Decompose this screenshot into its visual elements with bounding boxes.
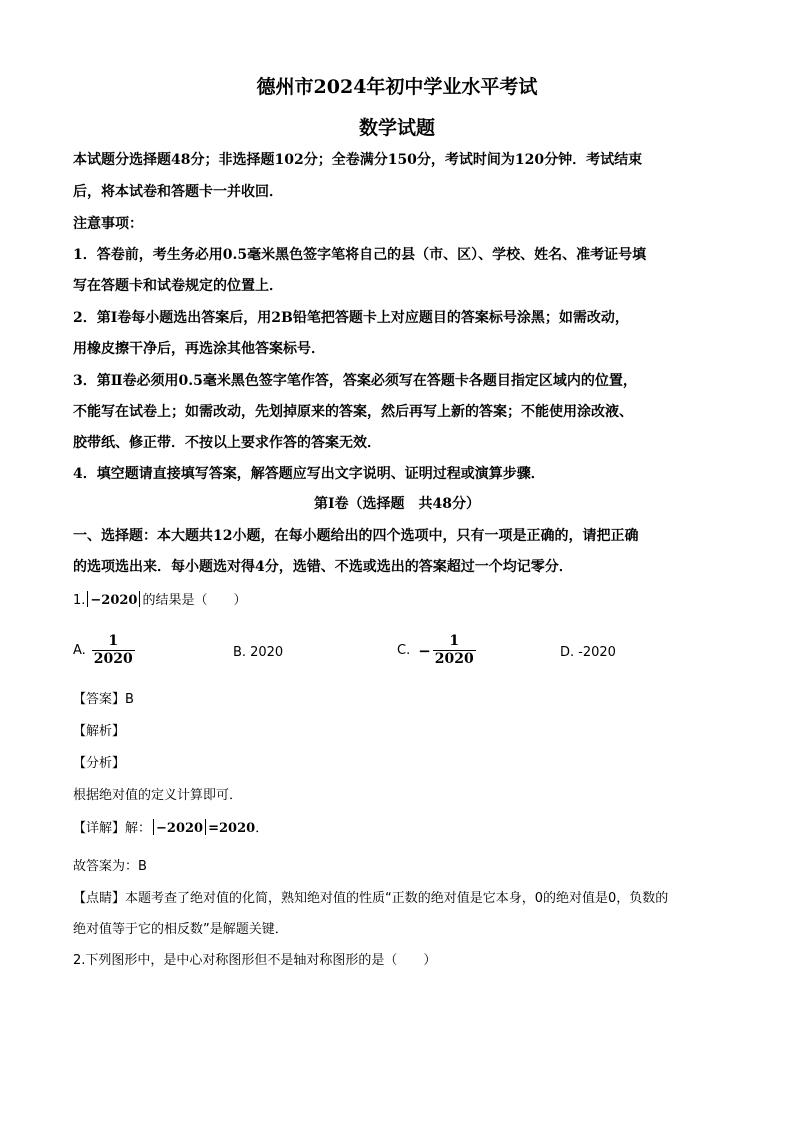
option-b-label: B. <box>233 645 247 660</box>
option-c-denominator: 2020 <box>434 651 474 667</box>
option-c-label: C. <box>397 643 411 658</box>
option-c-sign: − <box>418 641 431 660</box>
option-d <box>560 645 616 660</box>
answer-line <box>73 690 134 710</box>
detail-label: 【详解】 <box>73 821 126 836</box>
option-c-numerator: 1 <box>449 633 460 649</box>
q1-abs-value: −2020 <box>90 593 138 608</box>
note-line-3: 2．第Ⅰ卷每小题选出答案后，用2B铅笔把答题卡上对应题目的答案标号涂黑；如需改动， <box>73 310 629 326</box>
detail-abs-value: −2020 <box>156 821 204 836</box>
comment-line-2: 绝对值等于它的相反数”是解题关键． <box>73 922 288 937</box>
option-b <box>233 645 283 660</box>
option-d-text: -2020 <box>578 645 616 660</box>
answer-value: B <box>125 692 134 707</box>
option-c <box>397 633 476 668</box>
intro-line-1: 本试题分选择题48分；非选择题102分；全卷满分150分，考试时间为120分钟．考试结束 <box>73 152 643 168</box>
comment-line-1: 【点睛】本题考查了绝对值的化简，熟知绝对值的性质“正数的绝对值是它本身，0的绝对值是0，负数的 <box>73 891 669 906</box>
option-c-fraction <box>433 633 476 668</box>
detail-prefix: 解： <box>125 821 152 836</box>
note-line-2: 写在答题卡和试卷规定的位置上． <box>73 278 283 294</box>
option-a-denominator: 2020 <box>93 651 133 667</box>
question-2: 2.下列图形中，是中心对称图形但不是轴对称图形的是（ ） <box>73 953 437 968</box>
final-answer: 故答案为：B <box>73 859 147 874</box>
note-line-7: 胶带纸、修正带．不按以上要求作答的答案无效． <box>73 435 381 451</box>
fenxi-text: 根据绝对值的定义计算即可． <box>73 788 243 803</box>
option-a-label: A. <box>73 643 86 658</box>
exam-subtitle: 数学试题 <box>358 117 435 139</box>
question-1 <box>73 591 247 611</box>
detail-end: ． <box>255 821 269 836</box>
analysis-label: 【解析】 <box>73 724 126 739</box>
detail-abs-expression <box>151 821 255 836</box>
note-line-4: 用橡皮擦干净后，再选涂其他答案标号． <box>73 341 325 357</box>
q1-suffix: 的结果是（ ） <box>142 593 247 608</box>
intro-line-2: 后，将本试卷和答题卡一并收回． <box>73 184 283 200</box>
option-b-text: 2020 <box>250 645 284 660</box>
note-line-5: 3．第Ⅱ卷必须用0.5毫米黑色签字笔作答，答案必须写在答题卡各题目指定区域内的位置， <box>73 373 637 389</box>
note-line-1: 1．答卷前，考生务必用0.5毫米黑色签字笔将自己的县（市、区）、学校、姓名、准考证号填 <box>73 247 647 263</box>
q1-abs-expression <box>85 593 142 608</box>
section-title: 第Ⅰ卷（选择题 共48分） <box>313 496 481 512</box>
exam-title: 德州市2024年初中学业水平考试 <box>256 76 538 98</box>
option-d-label: D. <box>560 645 575 660</box>
detail-result: =2020 <box>208 821 256 836</box>
note-line-6: 不能写在试卷上；如需改动，先划掉原来的答案，然后再写上新的答案；不能使用涂改液、 <box>73 404 633 420</box>
fenxi-label: 【分析】 <box>73 756 126 771</box>
option-a <box>73 633 135 668</box>
detail-line <box>73 819 268 839</box>
part1-line-1: 一、选择题：本大题共12小题，在每小题给出的四个选项中，只有一项是正确的，请把正确 <box>73 528 639 544</box>
option-a-fraction <box>92 633 135 668</box>
q1-prefix: 1. <box>73 593 86 608</box>
answer-label: 【答案】 <box>73 692 126 707</box>
notes-heading: 注意事项： <box>73 216 143 232</box>
part1-line-2: 的选项选出来．每小题选对得4分，选错、不选或选出的答案超过一个均记零分． <box>73 559 573 575</box>
option-a-numerator: 1 <box>108 633 119 649</box>
note-line-8: 4．填空题请直接填写答案，解答题应写出文字说明、证明过程或演算步骤． <box>73 466 545 482</box>
